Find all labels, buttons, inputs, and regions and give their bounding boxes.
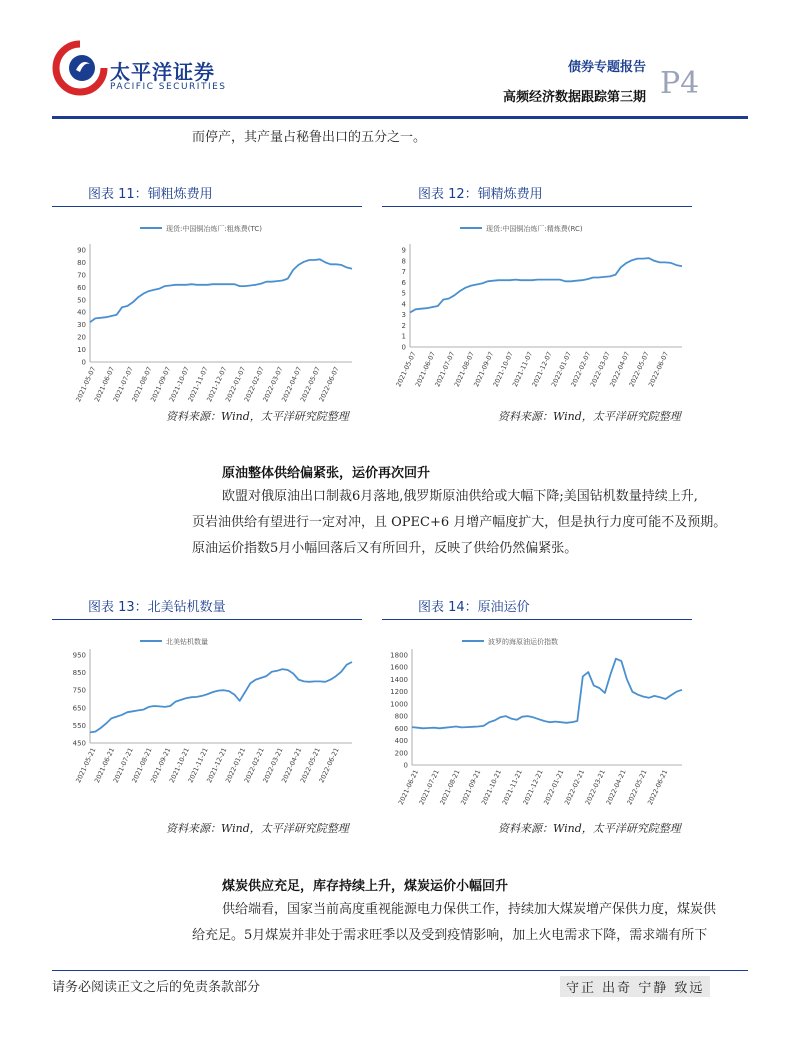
y-tick-label: 2 <box>401 321 406 330</box>
legend-label: 北美钻机数量 <box>166 638 208 646</box>
x-tick-label: 2021-06-07 <box>92 365 117 404</box>
footer-disclaimer: 请务必阅读正文之后的免责条款部分 <box>52 980 261 995</box>
figure-12-chart <box>382 212 692 404</box>
y-tick-label: 0 <box>81 358 86 367</box>
x-tick-label: 2021-05-07 <box>394 350 418 389</box>
x-tick-label: 2021-08-21 <box>438 768 462 807</box>
x-tick-label: 2022-02-21 <box>242 746 266 785</box>
y-tick-label: 90 <box>77 246 86 255</box>
x-tick-label: 2021-10-07 <box>167 365 191 404</box>
company-name-cn: 太平洋证券 <box>110 60 215 84</box>
x-tick-label: 2022-06-07 <box>317 365 341 404</box>
x-tick-label: 2021-11-21 <box>186 746 210 785</box>
y-tick-label: 4 <box>401 300 406 309</box>
figure-12-source: 资料来源：Wind，太平洋研究院整理 <box>498 410 681 423</box>
x-tick-label: 2022-02-21 <box>562 768 587 807</box>
y-tick-label: 1600 <box>390 663 408 672</box>
figure-14-source: 资料来源：Wind，太平洋研究院整理 <box>498 822 681 835</box>
x-tick-label: 2022-05-21 <box>625 768 649 807</box>
x-tick-label: 2022-06-07 <box>646 350 671 389</box>
y-tick-label: 600 <box>394 724 408 733</box>
x-tick-label: 2022-02-07 <box>242 365 266 404</box>
x-tick-label: 2021-12-07 <box>205 365 229 404</box>
y-tick-label: 1 <box>401 332 406 341</box>
header-divider <box>52 116 748 119</box>
x-tick-label: 2022-01-07 <box>549 350 574 389</box>
x-tick-label: 2022-06-21 <box>317 746 341 785</box>
y-tick-label: 0 <box>403 761 408 770</box>
x-tick-label: 2021-05-21 <box>74 746 98 785</box>
x-tick-label: 2021-07-21 <box>111 746 135 785</box>
legend-label: 波罗的海原油运价指数 <box>488 638 558 646</box>
page-number: P4 <box>660 66 700 101</box>
figure-11-chart <box>52 212 362 404</box>
y-tick-label: 6 <box>401 278 406 287</box>
figure-13-chart <box>52 625 362 815</box>
x-tick-label: 2022-01-21 <box>542 768 566 807</box>
figure-11-rule <box>52 206 362 207</box>
company-logo-icon <box>52 40 108 96</box>
legend <box>140 637 208 646</box>
x-tick-label: 2022-04-21 <box>604 768 628 807</box>
intro-paragraph: 而停产，其产量占秘鲁出口的五分之一。 <box>192 130 427 145</box>
section-oil-line-1: 欧盟对俄原油出口制裁6月落地,俄罗斯原油供给或大幅下降;美国钻机数量持续上升, <box>222 489 698 504</box>
section-oil-line-2: 页岩油供给有望进行一定对冲，且 OPEC+6 月增产幅度扩大，但是执行力度可能不及预期。 <box>192 515 727 530</box>
legend <box>460 224 583 233</box>
x-tick-label: 2022-04-21 <box>280 746 304 785</box>
figure-14-rule <box>382 619 692 620</box>
y-tick-label: 5 <box>401 289 406 298</box>
x-tick-label: 2021-05-07 <box>74 365 98 404</box>
y-tick-label: 200 <box>394 749 408 758</box>
company-name-en: PACIFIC SECURITIES <box>110 82 227 92</box>
y-tick-label: 70 <box>77 271 86 280</box>
y-tick-label: 550 <box>72 721 86 730</box>
x-tick-label: 2022-04-07 <box>608 350 632 389</box>
y-tick-label: 750 <box>72 686 86 695</box>
y-tick-label: 60 <box>77 283 86 292</box>
x-tick-label: 2022-05-07 <box>298 365 322 404</box>
y-tick-label: 30 <box>77 321 86 330</box>
figure-12-rule <box>382 206 692 207</box>
x-tick-label: 2021-07-07 <box>111 365 135 404</box>
series-line <box>90 662 352 732</box>
x-tick-label: 2021-06-07 <box>413 350 438 389</box>
x-tick-label: 2021-12-21 <box>521 768 545 807</box>
legend <box>140 224 262 233</box>
footer-motto: 守正 出奇 宁静 致远 <box>560 976 710 997</box>
x-tick-label: 2021-09-21 <box>149 746 173 785</box>
x-tick-label: 2021-08-21 <box>130 746 154 785</box>
x-tick-label: 2022-05-07 <box>627 350 651 389</box>
y-tick-label: 9 <box>401 246 406 255</box>
report-title: 高频经济数据跟踪第三期 <box>502 90 646 105</box>
figure-14-title: 图表 14：原油运价 <box>418 600 530 615</box>
x-tick-label: 2021-06-21 <box>396 768 421 807</box>
x-tick-label: 2022-05-21 <box>298 746 322 785</box>
legend-label: 现货:中国铜冶炼厂:粗炼费(TC) <box>166 225 262 233</box>
x-tick-label: 2021-07-07 <box>433 350 457 389</box>
report-type: 债券专题报告 <box>567 60 646 75</box>
x-tick-label: 2021-08-07 <box>452 350 476 389</box>
x-tick-label: 2021-10-07 <box>491 350 515 389</box>
section-coal-heading: 煤炭供应充足，库存持续上升，煤炭运价小幅回升 <box>222 879 509 894</box>
y-tick-label: 50 <box>77 296 86 305</box>
x-tick-label: 2021-07-21 <box>417 768 441 807</box>
section-oil-heading: 原油整体供给偏紧张，运价再次回升 <box>222 466 431 481</box>
y-tick-label: 950 <box>72 651 86 660</box>
x-tick-label: 2021-12-07 <box>530 350 554 389</box>
figure-13-rule <box>52 619 362 620</box>
x-tick-label: 2021-10-21 <box>479 768 504 807</box>
x-tick-label: 2022-02-07 <box>569 350 593 389</box>
x-tick-label: 2022-03-07 <box>588 350 612 389</box>
y-tick-label: 400 <box>394 737 408 746</box>
x-tick-label: 2021-11-07 <box>186 365 210 404</box>
figure-13-title: 图表 13：北美钻机数量 <box>88 600 226 615</box>
x-tick-label: 2021-06-21 <box>92 746 117 785</box>
figure-12-title: 图表 12：铜精炼费用 <box>418 187 543 202</box>
series-line <box>410 258 682 312</box>
x-tick-label: 2021-12-21 <box>205 746 229 785</box>
y-tick-label: 10 <box>77 346 86 355</box>
x-tick-label: 2022-06-21 <box>646 768 670 807</box>
y-tick-label: 7 <box>401 268 406 277</box>
legend-label: 现货:中国铜冶炼厂:精炼费(RC) <box>486 225 583 233</box>
figure-11-title: 图表 11：铜粗炼费用 <box>88 187 213 202</box>
x-tick-label: 2022-03-21 <box>261 746 285 785</box>
y-tick-label: 1800 <box>390 651 408 660</box>
figure-11-source: 资料来源：Wind，太平洋研究院整理 <box>166 410 349 423</box>
legend <box>462 637 558 646</box>
x-tick-label: 2021-09-21 <box>459 768 483 807</box>
y-tick-label: 1200 <box>390 688 408 697</box>
y-tick-label: 650 <box>72 704 86 713</box>
y-tick-label: 80 <box>77 258 86 267</box>
figure-13-source: 资料来源：Wind，太平洋研究院整理 <box>166 822 349 835</box>
y-tick-label: 20 <box>77 333 86 342</box>
section-coal-line-1: 供给端看，国家当前高度重视能源电力保供工作，持续加大煤炭增产保供力度，煤炭供 <box>222 902 717 917</box>
y-tick-label: 8 <box>401 257 406 266</box>
x-tick-label: 2021-10-21 <box>167 746 191 785</box>
x-tick-label: 2021-11-07 <box>510 350 535 389</box>
x-tick-label: 2021-09-07 <box>149 365 173 404</box>
y-tick-label: 850 <box>72 669 86 678</box>
y-tick-label: 1400 <box>390 675 408 684</box>
y-tick-label: 1000 <box>390 700 408 709</box>
x-tick-label: 2022-03-07 <box>261 365 285 404</box>
footer-divider <box>52 970 748 971</box>
y-tick-label: 3 <box>401 311 406 320</box>
series-line <box>90 259 352 322</box>
x-tick-label: 2021-09-07 <box>472 350 496 389</box>
x-tick-label: 2022-04-07 <box>280 365 304 404</box>
series-line <box>412 659 682 729</box>
y-tick-label: 800 <box>394 712 408 721</box>
section-coal-line-2: 给充足。5月煤炭并非处于需求旺季以及受到疫情影响，加上火电需求下降，需求端有所下 <box>192 928 708 943</box>
x-tick-label: 2022-03-21 <box>583 768 607 807</box>
x-tick-label: 2021-11-21 <box>500 768 524 807</box>
section-oil-line-3: 原油运价指数5月小幅回落后又有所回升，反映了供给仍然偏紧张。 <box>192 541 578 556</box>
x-tick-label: 2022-01-21 <box>223 746 248 785</box>
y-tick-label: 40 <box>77 308 86 317</box>
figure-14-chart <box>382 625 692 815</box>
x-tick-label: 2021-08-07 <box>130 365 154 404</box>
y-tick-label: 0 <box>401 343 406 352</box>
y-tick-label: 450 <box>72 739 86 748</box>
x-tick-label: 2022-01-07 <box>223 365 248 404</box>
